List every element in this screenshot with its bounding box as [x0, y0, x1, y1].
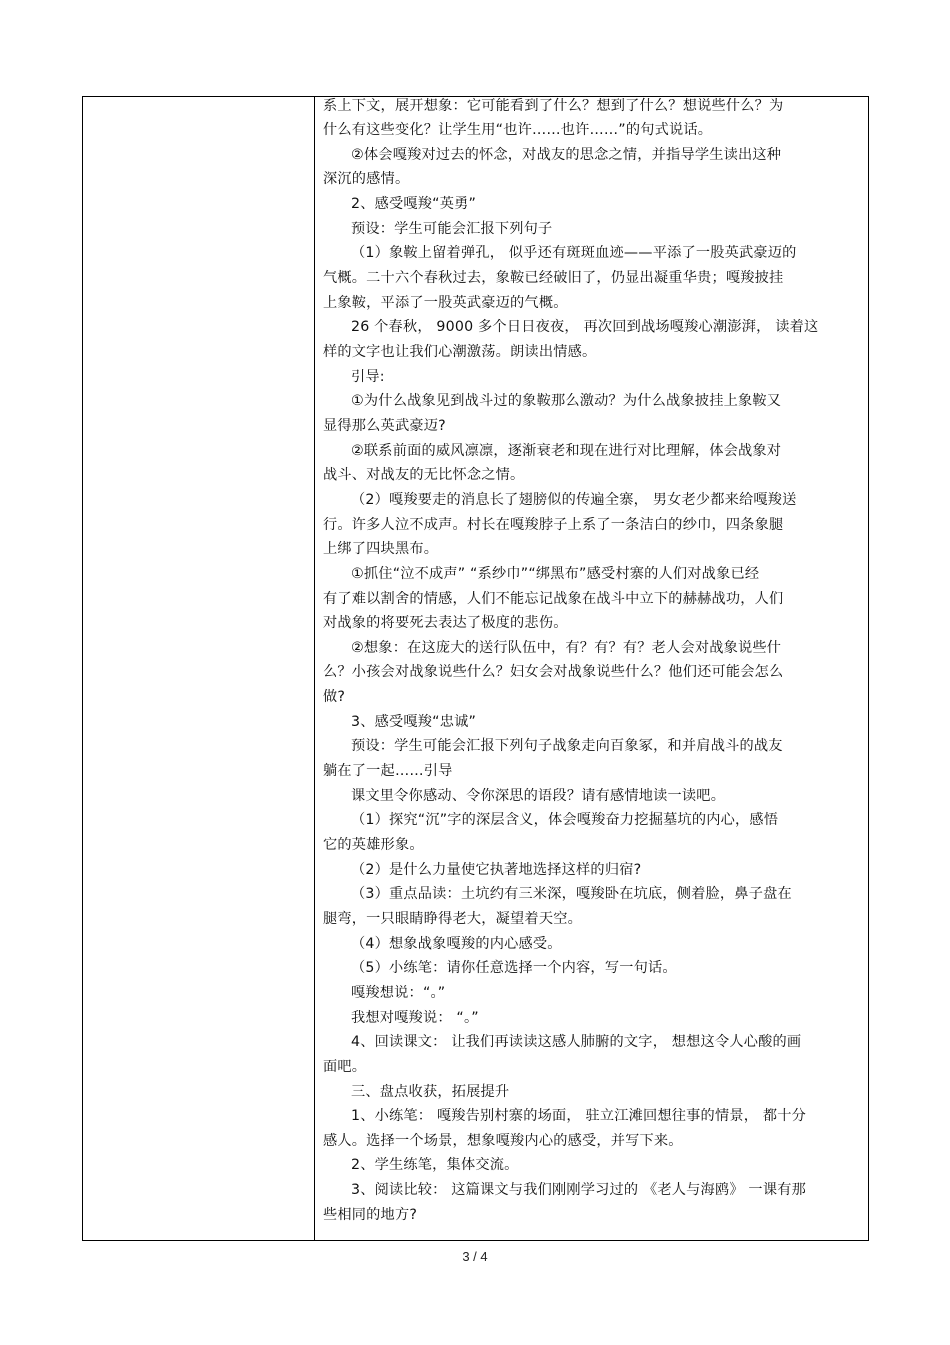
- page-number: 3 / 4: [462, 1249, 488, 1264]
- text-line: ①为什么战象见到战斗过的象鞍那么激动？为什么战象披挂上象鞍又: [351, 393, 782, 410]
- text-line: 1、小练笔： 嘎羧告别村寨的场面， 驻立江滩回想往事的情景， 都十分: [351, 1108, 806, 1125]
- text-line: （1）探究“沉”字的深层含义，体会嘎羧奋力挖掘墓坑的内心，感悟: [351, 812, 779, 829]
- table-left-column: [83, 97, 315, 1240]
- text-line: 做?: [323, 689, 346, 706]
- text-line: 对战象的将要死去表达了极度的悲伤。: [323, 615, 568, 632]
- text-line: ①抓住“泣不成声” “系纱巾”“绑黑布”感受村寨的人们对战象已经: [351, 565, 760, 582]
- text-line: 气概。二十六个春秋过去，象鞍已经破旧了，仍显出凝重华贵；嘎羧披挂: [323, 270, 784, 287]
- text-line: 嘎羧想说：“。”: [351, 984, 446, 1001]
- text-line: 引导:: [351, 368, 385, 385]
- text-line: 上象鞍，平添了一股英武豪迈的气概。: [323, 294, 568, 311]
- text-line: 它的英雄形象。: [323, 837, 424, 853]
- text-line: （1）象鞍上留着弹孔， 似乎还有斑斑血迹——平添了一股英武豪迈的: [351, 245, 797, 262]
- text-line: 躺在了一起……引导: [323, 763, 453, 780]
- text-line: 3、阅读比较： 这篇课文与我们刚刚学习过的 《老人与海鸥》 一课有那: [351, 1182, 806, 1199]
- text-line: 么？小孩会对战象说些什么？妇女会对战象说些什么？他们还可能会怎么: [323, 664, 784, 681]
- text-line: ②体会嘎羧对过去的怀念，对战友的思念之情，并指导学生读出这种: [351, 146, 782, 163]
- text-line: 2、学生练笔，集体交流。: [351, 1157, 519, 1174]
- text-line: （5）小练笔：请你任意选择一个内容，写一句话。: [351, 960, 677, 977]
- text-line: 显得那么英武豪迈?: [323, 417, 446, 434]
- table-right-column: [315, 97, 868, 1240]
- text-line: ②想象：在这庞大的送行队伍中，有？有？有？老人会对战象说些什: [351, 639, 782, 656]
- text-line: （4）想象战象嘎羧的内心感受。: [351, 935, 562, 952]
- text-line: 课文里令你感动、令你深思的语段？请有感情地读一读吧。: [351, 787, 726, 804]
- text-line: 预设：学生可能会汇报下列句子战象走向百象冢，和并肩战斗的战友: [351, 738, 783, 755]
- text-line: 26 个春秋， 9000 多个日日夜夜， 再次回到战场嘎羧心潮澎湃， 读着这: [351, 319, 819, 336]
- text-line: 上绑了四块黑布。: [323, 541, 439, 558]
- text-line: （2）嘎羧要走的消息长了翅膀似的传遍全寨， 男女老少都来给嘎羧送: [351, 491, 797, 508]
- text-line: 三、盘点收获，拓展提升: [351, 1083, 510, 1100]
- text-line: ②联系前面的威风凛凛，逐渐衰老和现在进行对比理解，体会战象对: [351, 442, 782, 459]
- text-line: 行。许多人泣不成声。村长在嘎羧脖子上系了一条洁白的纱巾，四条象腿: [323, 516, 784, 533]
- text-line: 3、感受嘎羧“忠诚”: [351, 713, 477, 730]
- text-line: （3）重点品读：土坑约有三米深，嘎羧卧在坑底，侧着脸，鼻子盘在: [351, 886, 792, 903]
- text-line: 样的文字也让我们心潮激荡。朗读出情感。: [323, 344, 597, 360]
- text-line: 面吧。: [323, 1058, 367, 1075]
- text-line: 我想对嘎羧说： “。”: [351, 1009, 479, 1026]
- text-line: 预设：学生可能会汇报下列句子: [351, 220, 553, 237]
- text-line: 什么有这些变化？让学生用“也许……也许……”的句式说话。: [323, 122, 713, 139]
- text-line: 有了难以割舍的情感，人们不能忘记战象在战斗中立下的赫赫战功，人们: [323, 590, 784, 607]
- text-line: 4、回读课文： 让我们再读读这感人肺腑的文字， 想想这令人心酸的画: [351, 1034, 802, 1051]
- text-line: 腿弯，一只眼睛睁得老大，凝望着天空。: [323, 910, 582, 927]
- text-line: 深沉的感情。: [323, 171, 410, 188]
- text-line: 些相同的地方?: [323, 1206, 418, 1223]
- text-line: 感人。选择一个场景，想象嘎羧内心的感受，并写下来。: [323, 1132, 683, 1149]
- text-line: 系上下文，展开想象：它可能看到了什么？想到了什么？想说些什么？为: [323, 97, 784, 114]
- text-line: 战斗、对战友的无比怀念之情。: [323, 467, 525, 484]
- text-line: 2、感受嘎羧“英勇”: [351, 196, 477, 213]
- text-line: （2）是什么力量使它执著地选择这样的归宿?: [351, 861, 642, 878]
- lesson-table: [82, 96, 869, 1241]
